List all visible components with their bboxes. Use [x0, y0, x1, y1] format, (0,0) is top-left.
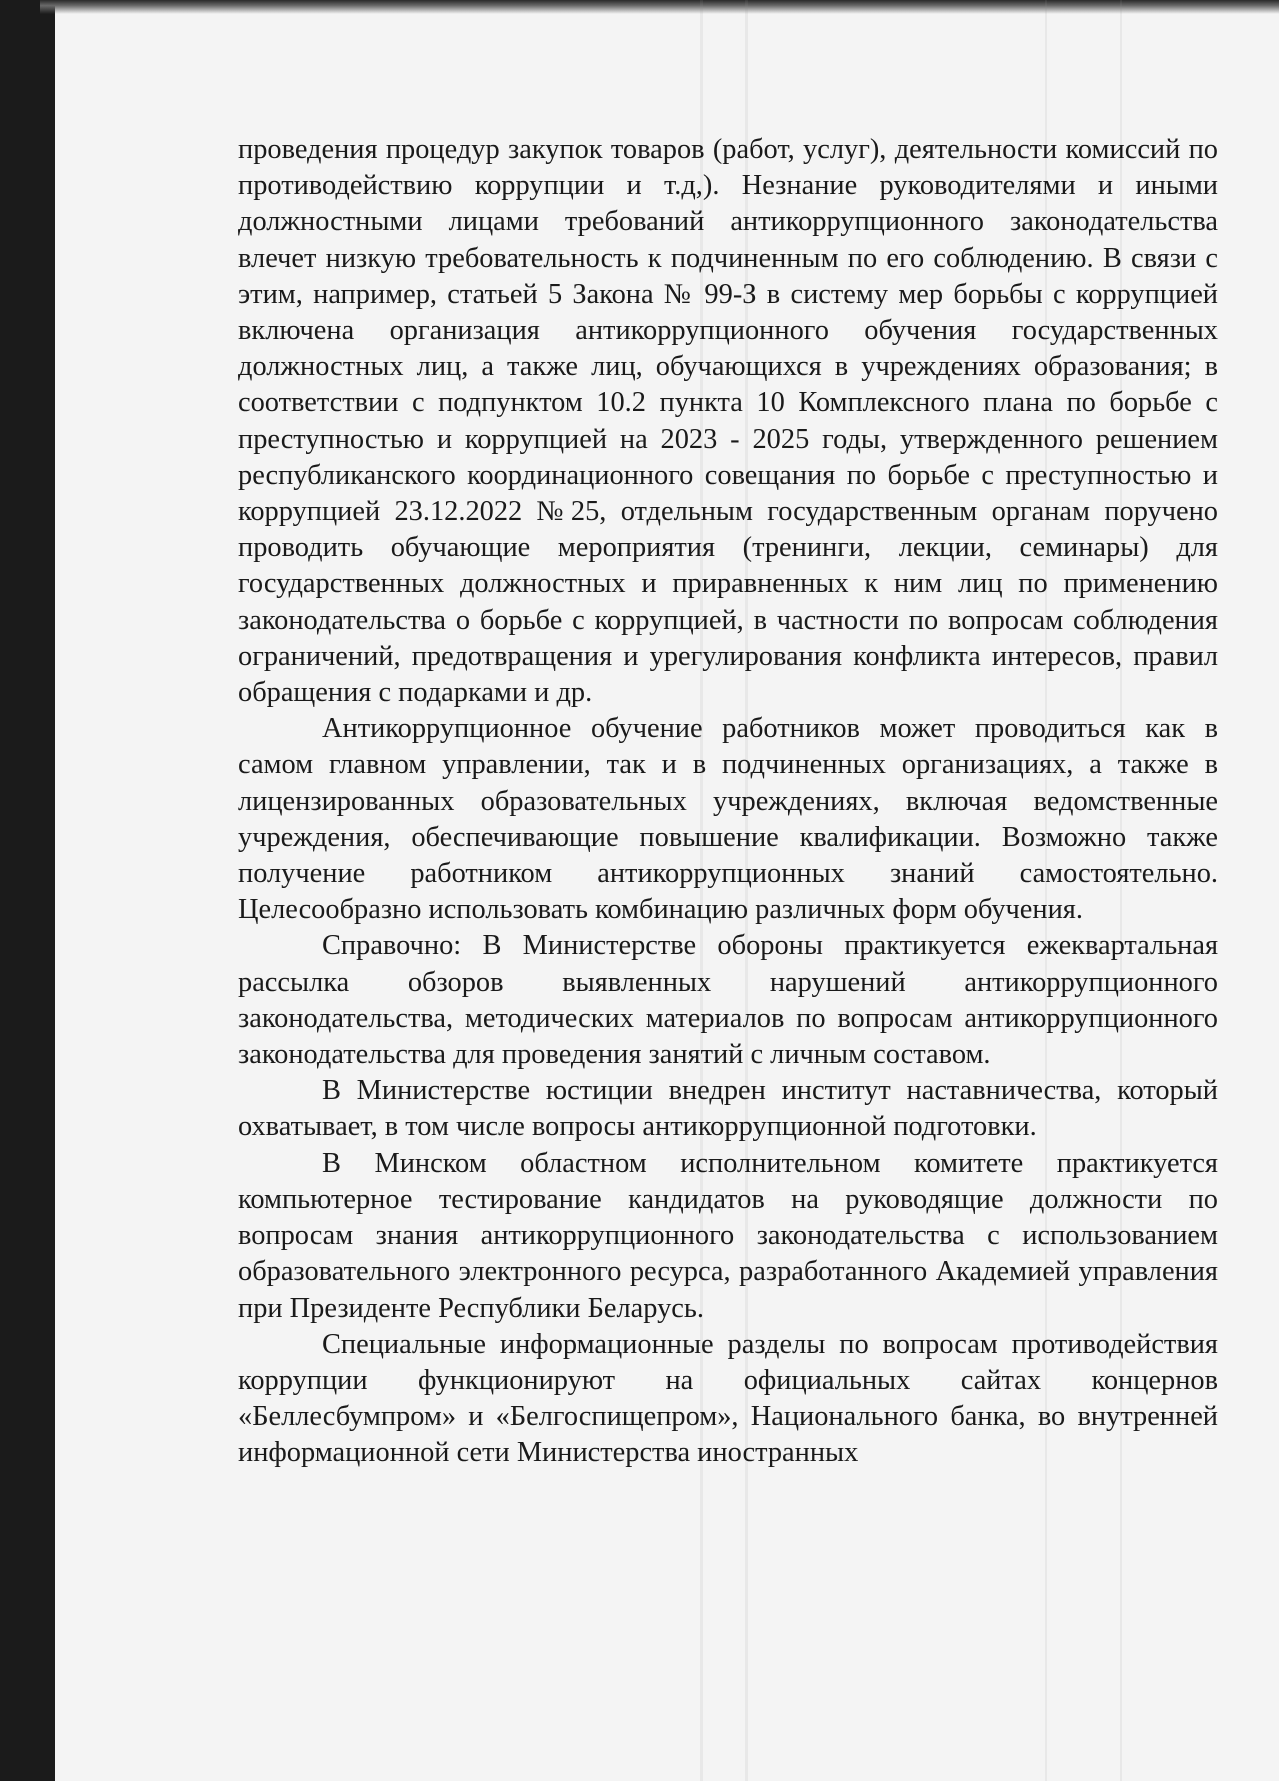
- paragraph-reference-defense-ministry: Справочно: В Министерстве обороны практикуется ежеквартальная рассылка обзоров выявленных нарушений антикоррупционного законодательства, методических материалов по вопросам антикоррупционного законодательства для проведения занятий с личным составом.: [238, 930, 1218, 1071]
- scan-top-edge: [40, 0, 1279, 14]
- document-body: [238, 132, 1218, 1472]
- paragraph-justice-ministry: В Министерстве юстиции внедрен институт наставничества, который охватывает, в том числе вопросы антикоррупционной подготовки.: [238, 1075, 1218, 1143]
- paragraph-minsk-executive-committee: В Минском областном исполнительном комитете практикуется компьютерное тестирование кандидатов на руководящие должности по вопросам знания антикоррупционного законодательства с использованием образовательного электронного ресурса, разработанного Академией управления при Президенте Республики Беларусь.: [238, 1147, 1218, 1324]
- paragraph-continuation: проведения процедур закупок товаров (работ, услуг), деятельности комиссий по противодействию коррупции и т.д,). Незнание руководителями и иными должностными лицами требований антикоррупционного законодательства влечет низкую требовательность к подчиненным по его соблюдению. В связи с этим, например, статьей 5 Закона № 99-З в систему мер борьбы с коррупцией включена организация антикоррупционного обучения государственных должностных лиц, а также лиц, обучающихся в учреждениях образования; в соответствии с подпунктом 10.2 пункта 10 Комплексного плана по борьбе с преступностью и коррупцией на 2023 - 2025 годы, утвержденного решением республиканского координационного совещания по борьбе с преступностью и коррупцией 23.12.2022 №25, отдельным государственным органам поручено проводить обучающие мероприятия (тренинги, лекции, семинары) для государственных должностных и приравненных к ним лиц по применению законодательства о борьбе с коррупцией, в частности по вопросам соблюдения ограничений, предотвращения и урегулирования конфликта интересов, правил обращения с подарками и др.: [238, 134, 1218, 709]
- paragraph-information-sections: Специальные информационные разделы по вопросам противодействия коррупции функционируют на официальных сайтах концернов «Беллесбумпром» и «Белгоспищепром», Национального банка, во внутренней информационной сети Министерства иностранных: [238, 1328, 1218, 1469]
- paragraph-anticorruption-training: Антикоррупционное обучение работников может проводиться как в самом главном управлении, так и в подчиненных организациях, а также в лицензированных образовательных учреждениях, включая ведомственные учреждения, обеспечивающие повышение квалификации. Возможно также получение работником антикоррупционных знаний самостоятельно. Целесообразно использовать комбинацию различных форм обучения.: [238, 713, 1218, 926]
- scan-left-edge: [0, 0, 55, 1781]
